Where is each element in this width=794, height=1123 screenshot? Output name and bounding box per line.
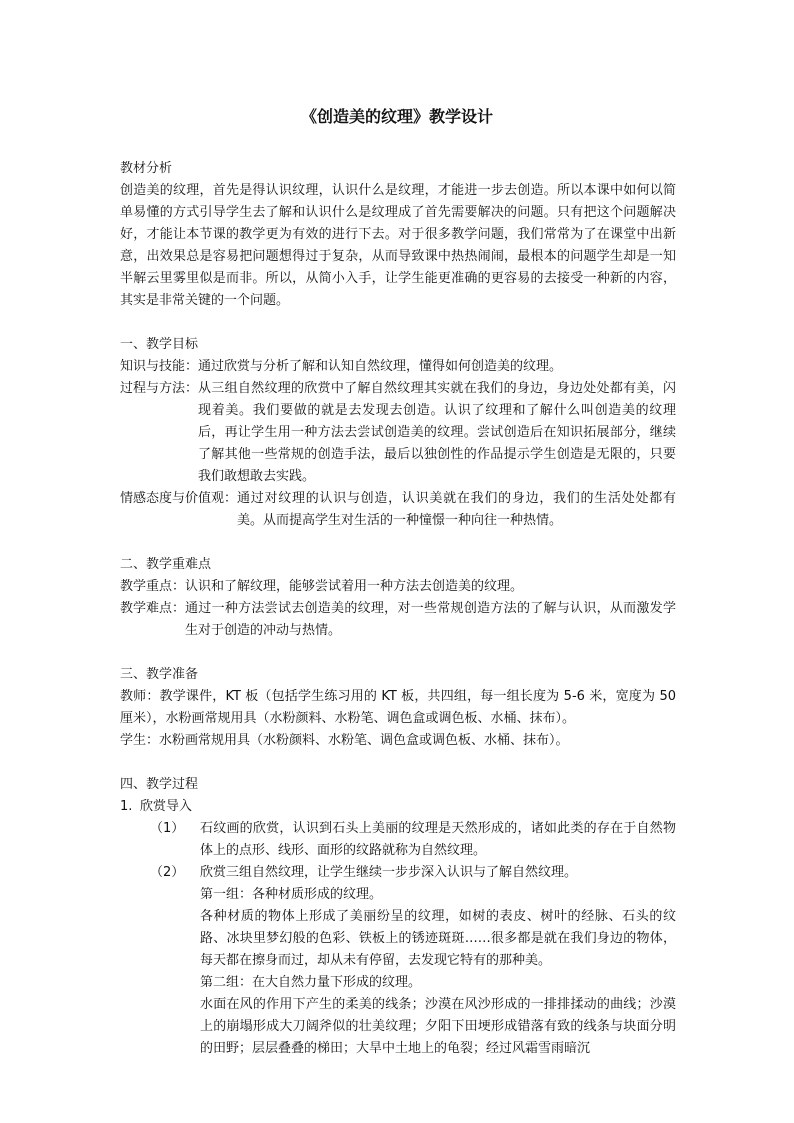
process-step-1-label: 欣赏导入 [140, 799, 193, 814]
prep-student [120, 730, 676, 752]
key-difficulty-text: 通过一种方法尝试去创造美的纹理，对一些常规创造方法的了解与认识，从而激发学生对于创造的冲动与热情。 [185, 601, 676, 638]
section-heading-goals: 一、教学目标 [120, 337, 199, 352]
document-title: 《创造美的纹理》教学设计 [300, 107, 493, 126]
section-heading-preparation: 三、教学准备 [120, 667, 199, 682]
prep-student-text: 水粉画常规用具（水粉颜料、水粉笔、调色盒或调色板、水桶、抹布）。 [159, 733, 569, 748]
key-difficulty [120, 598, 676, 642]
group-2-label: 第二组：在大自然力量下形成的纹理。 [200, 975, 422, 990]
section-heading-analysis: 教材分析 [120, 161, 173, 176]
process-item-2-text: 欣赏三组自然纹理，让学生继续一步步深入认识与了解自然纹理。 [200, 865, 578, 880]
prep-teacher [120, 686, 676, 730]
group-1-text: 各种材质的物体上形成了美丽纷呈的纹理，如树的表皮、树叶的经脉、石头的纹路、冰块里梦幻般的色彩、铁板上的锈迹斑斑……很多都是就在我们身边的物体，每天都在擦身而过，却从未有停留，去发现它特有的那种美。 [200, 909, 676, 968]
process-item-1-text: 石纹画的欣赏，认识到石头上美丽的纹理是天然形成的，诸如此类的存在于自然物体上的点形、线形、面形的纹路就称为自然纹理。 [200, 821, 676, 858]
process-item-2 [120, 862, 676, 884]
section-heading-process: 四、教学过程 [120, 777, 199, 792]
goal-knowledge-text: 通过欣赏与分析了解和认知自然纹理，懂得如何创造美的纹理。 [198, 359, 563, 374]
goal-process-text: 从三组自然纹理的欣赏中了解自然纹理其实就在我们的身边，身边处处都有美，闪现着美。我们要做的就是去发现去创造。认识了纹理和了解什么叫创造美的纹理后，再让学生用一种方法去尝试创造美的纹理。尝试创造后在知识拓展部分，继续了解其他一些常规的创造手法，最后以独创性的作品提示学生创造是无限的，只要我们敢想敢去实践。 [198, 381, 676, 484]
prep-teacher-text: 教学课件，KT 板（包括学生练习用的 KT 板，共四组，每一组长度为 5-6 米，宽度为 50 厘米），水粉画常规用具（水粉颜料、水粉笔、调色盒或调色板、水桶、抹布）。 [120, 689, 676, 726]
goal-emotion [120, 488, 676, 532]
goal-knowledge-label: 知识与技能： [120, 359, 199, 374]
analysis-paragraph: 创造美的纹理，首先是得认识纹理，认识什么是纹理，才能进一步去创造。所以本课中如何以简单易懂的方式引导学生去了解和认识什么是纹理成了首先需要解决的问题。只有把这个问题解决好，才能让本节课的教学更为有效的进行下去。对于很多教学问题，我们常常为了在课堂中出新意，出效果总是容易把问题想得过于复杂，从而导致课中热热闹闹，最根本的问题学生却是一知半解云里雾里似是而非。所以，从简小入手，让学生能更准确的更容易的去接受一种新的内容，其实是非常关键的一个问题。 [120, 183, 676, 308]
document-body [120, 158, 676, 1060]
process-item-2-num: （2） [150, 865, 185, 880]
process-step-1 [120, 796, 676, 818]
goal-emotion-label: 情感态度与价值观： [120, 491, 238, 506]
goal-process [120, 378, 676, 488]
goal-knowledge [120, 356, 676, 378]
goal-emotion-text: 通过对纹理的认识与创造，认识美就在我们的身边，我们的生活处处都有美。从而提高学生对生活的一种憧憬一种向往一种热情。 [237, 491, 676, 528]
key-focus-label: 教学重点： [120, 579, 186, 594]
prep-teacher-label: 教师： [120, 689, 160, 704]
process-item-1 [120, 818, 676, 862]
group-2-text: 水面在风的作用下产生的柔美的线条；沙漠在风沙形成的一排排揉动的曲线；沙漠上的崩塌形成大刀阔斧似的壮美纹理；夕阳下田埂形成错落有致的线条与块面分明的田野；层层叠叠的梯田；大旱中土地上的龟裂；经过风霜雪雨暗沉 [200, 997, 676, 1056]
section-heading-key-points: 二、教学重难点 [120, 557, 212, 572]
prep-student-label: 学生： [120, 733, 160, 748]
key-difficulty-label: 教学难点： [120, 601, 186, 616]
group-1-label: 第一组：各种材质形成的纹理。 [200, 887, 383, 902]
key-focus-text: 认识和了解纹理，能够尝试着用一种方法去创造美的纹理。 [185, 579, 524, 594]
process-step-1-num: 1. [120, 799, 133, 814]
process-item-1-num: （1） [150, 821, 185, 836]
key-focus [120, 576, 676, 598]
goal-process-label: 过程与方法： [120, 381, 199, 396]
